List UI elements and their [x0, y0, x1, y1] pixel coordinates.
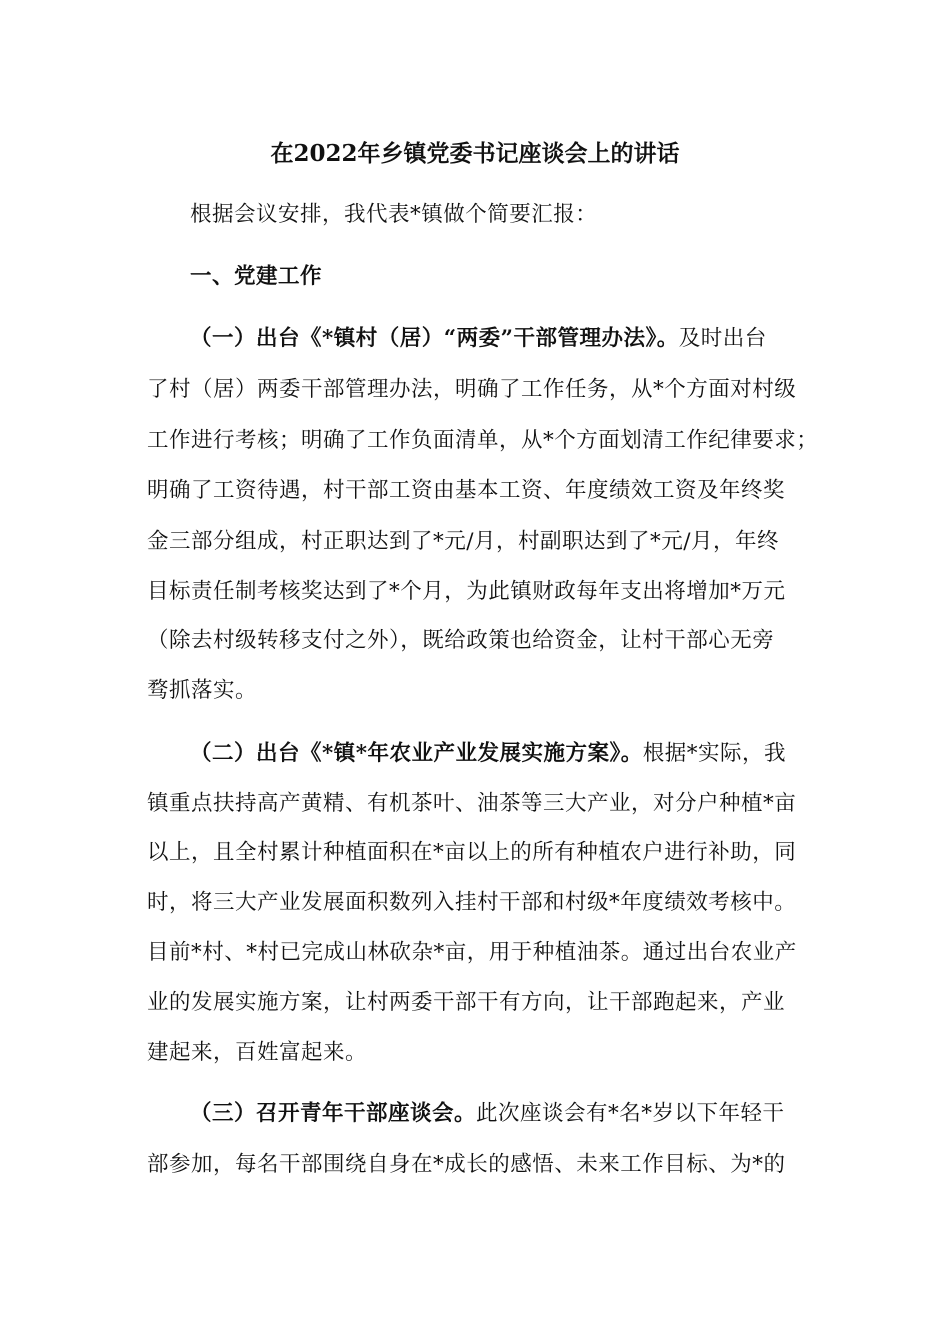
intro-paragraph: 根据会议安排，我代表*镇做个简要汇报： — [190, 202, 598, 227]
section-heading-party-building: 一、党建工作 — [190, 264, 323, 289]
item2-line: 建起来，百姓富起来。 — [147, 1040, 368, 1065]
item1-line-text: 及时出台 — [678, 326, 767, 351]
item3-line: 部参加，每名干部围绕自身在*成长的感悟、未来工作目标、为*的 — [147, 1152, 786, 1177]
item3-line-text: 此次座谈会有*名*岁以下年轻干 — [476, 1101, 785, 1126]
item2-line-text: 根据*实际，我 — [642, 741, 787, 766]
item2-first-line — [190, 737, 786, 771]
item3-first-line — [190, 1097, 785, 1131]
item2-line: 时，将三大产业发展面积数列入挂村干部和村级*年度绩效考核中。 — [147, 890, 797, 915]
document-title: 在2022年乡镇党委书记座谈会上的讲话 — [270, 140, 680, 167]
item1-line: 了村（居）两委干部管理办法，明确了工作任务，从*个方面对村级 — [147, 377, 797, 402]
item1-line: 明确了工资待遇，村干部工资由基本工资、年度绩效工资及年终奖 — [147, 478, 786, 503]
item2-line: 目前*村、*村已完成山林砍杂*亩，用于种植油茶。通过出台农业产 — [147, 940, 797, 965]
item2-line: 业的发展实施方案，让村两委干部干有方向，让干部跑起来，产业 — [147, 990, 786, 1015]
item2-heading: （二）出台《*镇*年农业产业发展实施方案》。 — [190, 741, 643, 766]
item1-first-line — [190, 322, 767, 356]
item1-heading: （一）出台《*镇村（居）“两委”干部管理办法》。 — [190, 326, 679, 351]
item1-line: 目标责任制考核奖达到了*个月，为此镇财政每年支出将增加*万元 — [147, 579, 786, 604]
item3-heading: （三）召开青年干部座谈会。 — [190, 1101, 477, 1126]
item1-line: 骛抓落实。 — [147, 678, 258, 703]
item2-line: 镇重点扶持高产黄精、有机茶叶、油茶等三大产业，对分户种植*亩 — [147, 791, 797, 816]
item1-line: 工作进行考核；明确了工作负面清单，从*个方面划清工作纪律要求； — [147, 428, 819, 453]
item1-line: （除去村级转移支付之外），既给政策也给资金，让村干部心无旁 — [147, 628, 775, 653]
item2-line: 以上，且全村累计种植面积在*亩以上的所有种植农户进行补助，同 — [147, 840, 797, 865]
item1-line: 金三部分组成，村正职达到了*元/月，村副职达到了*元/月，年终 — [147, 529, 779, 554]
